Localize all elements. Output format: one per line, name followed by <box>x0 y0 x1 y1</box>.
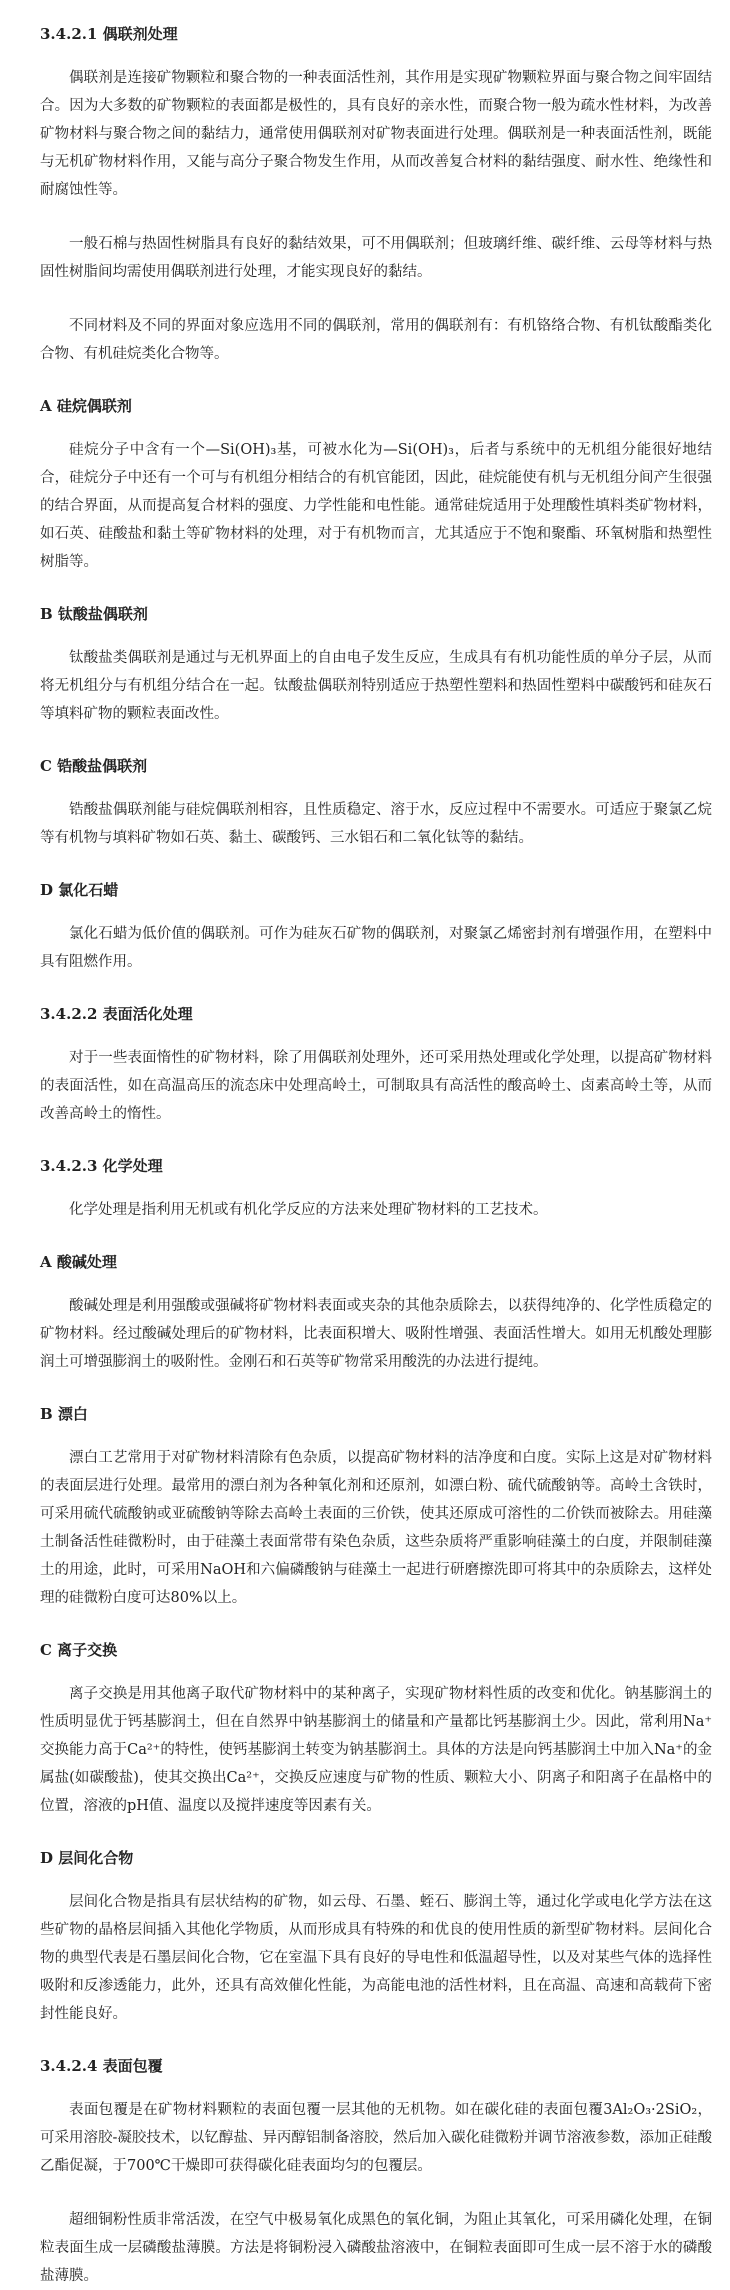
paragraph-coupling-types: 不同材料及不同的界面对象应选用不同的偶联剂，常用的偶联剂有：有机铬络合物、有机钛酸酯类化合物、有机硅烷类化合物等。 <box>40 318 712 362</box>
subheading-zirconate: C 锆酸盐偶联剂 <box>40 757 148 775</box>
paragraph-intercalation: 层间化合物是指具有层状结构的矿物，如云母、石墨、蛭石、膨润土等，通过化学或电化学方法在这些矿物的晶格层间插入其他化学物质，从而形成具有特殊的和优良的使用性质的新型矿物材料。层间化合物的典型代表是石墨层间化合物，它在室温下具有良好的导电性和低温超导性，以及对某些气体的选择性吸附和反渗透能力，此外，还具有高效催化性能，为高能电池的活性材料，且在高温、高速和高载荷下密封性能良好。 <box>40 1894 712 2022</box>
paragraph-chemical-treatment: 化学处理是指利用无机或有机化学反应的方法来处理矿物材料的工艺技术。 <box>69 1202 548 1218</box>
subheading-intercalation: D 层间化合物 <box>40 1849 134 1867</box>
paragraph-surface-coating: 表面包覆是在矿物材料颗粒的表面包覆一层其他的无机物。如在碳化硅的表面包覆3Al₂O₃·2SiO₂，可采用溶胶-凝胶技术，以钇醇盐、异丙醇铝制备溶胶，然后加入碳化硅微粉并调节溶液参数，添加正硅酸乙酯促凝，于700℃干燥即可获得碳化硅表面均匀的包覆层。 <box>40 2102 712 2174</box>
section-heading-3-4-2-4: 3.4.2.4 表面包覆 <box>40 2057 163 2075</box>
subheading-silane: A 硅烷偶联剂 <box>40 397 132 415</box>
paragraph-surface-activation: 对于一些表面惰性的矿物材料，除了用偶联剂处理外，还可采用热处理或化学处理，以提高矿物材料的表面活性，如在高温高压的流态床中处理高岭土，可制取具有高活性的酸高岭土、卤素高岭土等，从而改善高岭土的惰性。 <box>40 1050 712 1122</box>
section-heading-3-4-2-2: 3.4.2.2 表面活化处理 <box>40 1005 193 1023</box>
paragraph-acid-base: 酸碱处理是利用强酸或强碱将矿物材料表面或夹杂的其他杂质除去，以获得纯净的、化学性质稳定的矿物材料。经过酸碱处理后的矿物材料，比表面积增大、吸附性增强、表面活性增大。如用无机酸处理膨润土可增强膨润土的吸附性。金刚石和石英等矿物常采用酸洗的办法进行提纯。 <box>40 1298 712 1370</box>
section-heading-3-4-2-3: 3.4.2.3 化学处理 <box>40 1157 163 1175</box>
subheading-bleaching: B 漂白 <box>40 1405 88 1423</box>
paragraph-coupling-asbestos: 一般石棉与热固性树脂具有良好的黏结效果，可不用偶联剂；但玻璃纤维、碳纤维、云母等材料与热固性树脂间均需使用偶联剂进行处理，才能实现良好的黏结。 <box>40 236 712 280</box>
paragraph-ion-exchange: 离子交换是用其他离子取代矿物材料中的某种离子，实现矿物材料性质的改变和优化。钠基膨润土的性质明显优于钙基膨润土，但在自然界中钠基膨润土的储量和产量都比钙基膨润土少。因此，常利用Na⁺交换能力高于Ca²⁺的特性，使钙基膨润土转变为钠基膨润土。具体的方法是向钙基膨润土中加入Na⁺的金属盐(如碳酸盐)，使其交换出Ca²⁺，交换反应速度与矿物的性质、颗粒大小、阴离子和阳离子在晶格中的位置，溶液的pH值、温度以及搅拌速度等因素有关。 <box>40 1686 712 1814</box>
subheading-titanate: B 钛酸盐偶联剂 <box>40 605 148 623</box>
section-heading-3-4-2-1: 3.4.2.1 偶联剂处理 <box>40 25 178 43</box>
paragraph-zirconate: 锆酸盐偶联剂能与硅烷偶联剂相容，且性质稳定、溶于水，反应过程中不需要水。可适应于聚氯乙烷等有机物与填料矿物如石英、黏土、碳酸钙、三水铝石和二氧化钛等的黏结。 <box>40 802 712 846</box>
paragraph-copper-powder: 超细铜粉性质非常活泼，在空气中极易氧化成黑色的氧化铜，为阻止其氧化，可采用磷化处理，在铜粒表面生成一层磷酸盐薄膜。方法是将铜粉浸入磷酸盐溶液中，在铜粒表面即可生成一层不溶于水的磷酸盐薄膜。 <box>40 2212 712 2284</box>
paragraph-silane: 硅烷分子中含有一个—Si(OH)₃基，可被水化为—Si(OH)₃，后者与系统中的无机组分能很好地结合，硅烷分子中还有一个可与有机组分相结合的有机官能团，因此，硅烷能使有机与无机组分间产生很强的结合界面，从而提高复合材料的强度、力学性能和电性能。通常硅烷适用于处理酸性填料类矿物材料，如石英、硅酸盐和黏土等矿物材料的处理，对于有机物而言，尤其适应于不饱和聚酯、环氧树脂和热塑性树脂等。 <box>40 442 712 570</box>
paragraph-bleaching: 漂白工艺常用于对矿物材料清除有色杂质，以提高矿物材料的洁净度和白度。实际上这是对矿物材料的表面层进行处理。最常用的漂白剂为各种氧化剂和还原剂，如漂白粉、硫代硫酸钠等。高岭土含铁时，可采用硫代硫酸钠或亚硫酸钠等除去高岭土表面的三价铁，使其还原成可溶性的二价铁而被除去。用硅藻土制备活性硅微粉时，由于硅藻土表面常带有染色杂质，这些杂质将严重影响硅藻土的白度，并限制硅藻土的用途，此时，可采用NaOH和六偏磷酸钠与硅藻土一起进行研磨擦洗即可将其中的杂质除去，这样处理的硅微粉白度可达80%以上。 <box>40 1450 712 1606</box>
paragraph-chlorinated-paraffin: 氯化石蜡为低价值的偶联剂。可作为硅灰石矿物的偶联剂，对聚氯乙烯密封剂有增强作用，在塑料中具有阻燃作用。 <box>40 926 712 970</box>
subheading-acid-base: A 酸碱处理 <box>40 1253 117 1271</box>
subheading-ion-exchange: C 离子交换 <box>40 1641 118 1659</box>
paragraph-titanate: 钛酸盐类偶联剂是通过与无机界面上的自由电子发生反应，生成具有有机功能性质的单分子层，从而将无机组分与有机组分结合在一起。钛酸盐偶联剂特别适应于热塑性塑料和热固性塑料中碳酸钙和硅灰石等填料矿物的颗粒表面改性。 <box>40 650 712 722</box>
paragraph-coupling-agent-intro: 偶联剂是连接矿物颗粒和聚合物的一种表面活性剂，其作用是实现矿物颗粒界面与聚合物之间牢固结合。因为大多数的矿物颗粒的表面都是极性的，具有良好的亲水性，而聚合物一般为疏水性材料，为改善矿物材料与聚合物之间的黏结力，通常使用偶联剂对矿物表面进行处理。偶联剂是一种表面活性剂，既能与无机矿物材料作用，又能与高分子聚合物发生作用，从而改善复合材料的黏结强度、耐水性、绝缘性和耐腐蚀性等。 <box>40 70 712 198</box>
subheading-chlorinated-paraffin: D 氯化石蜡 <box>40 881 119 899</box>
